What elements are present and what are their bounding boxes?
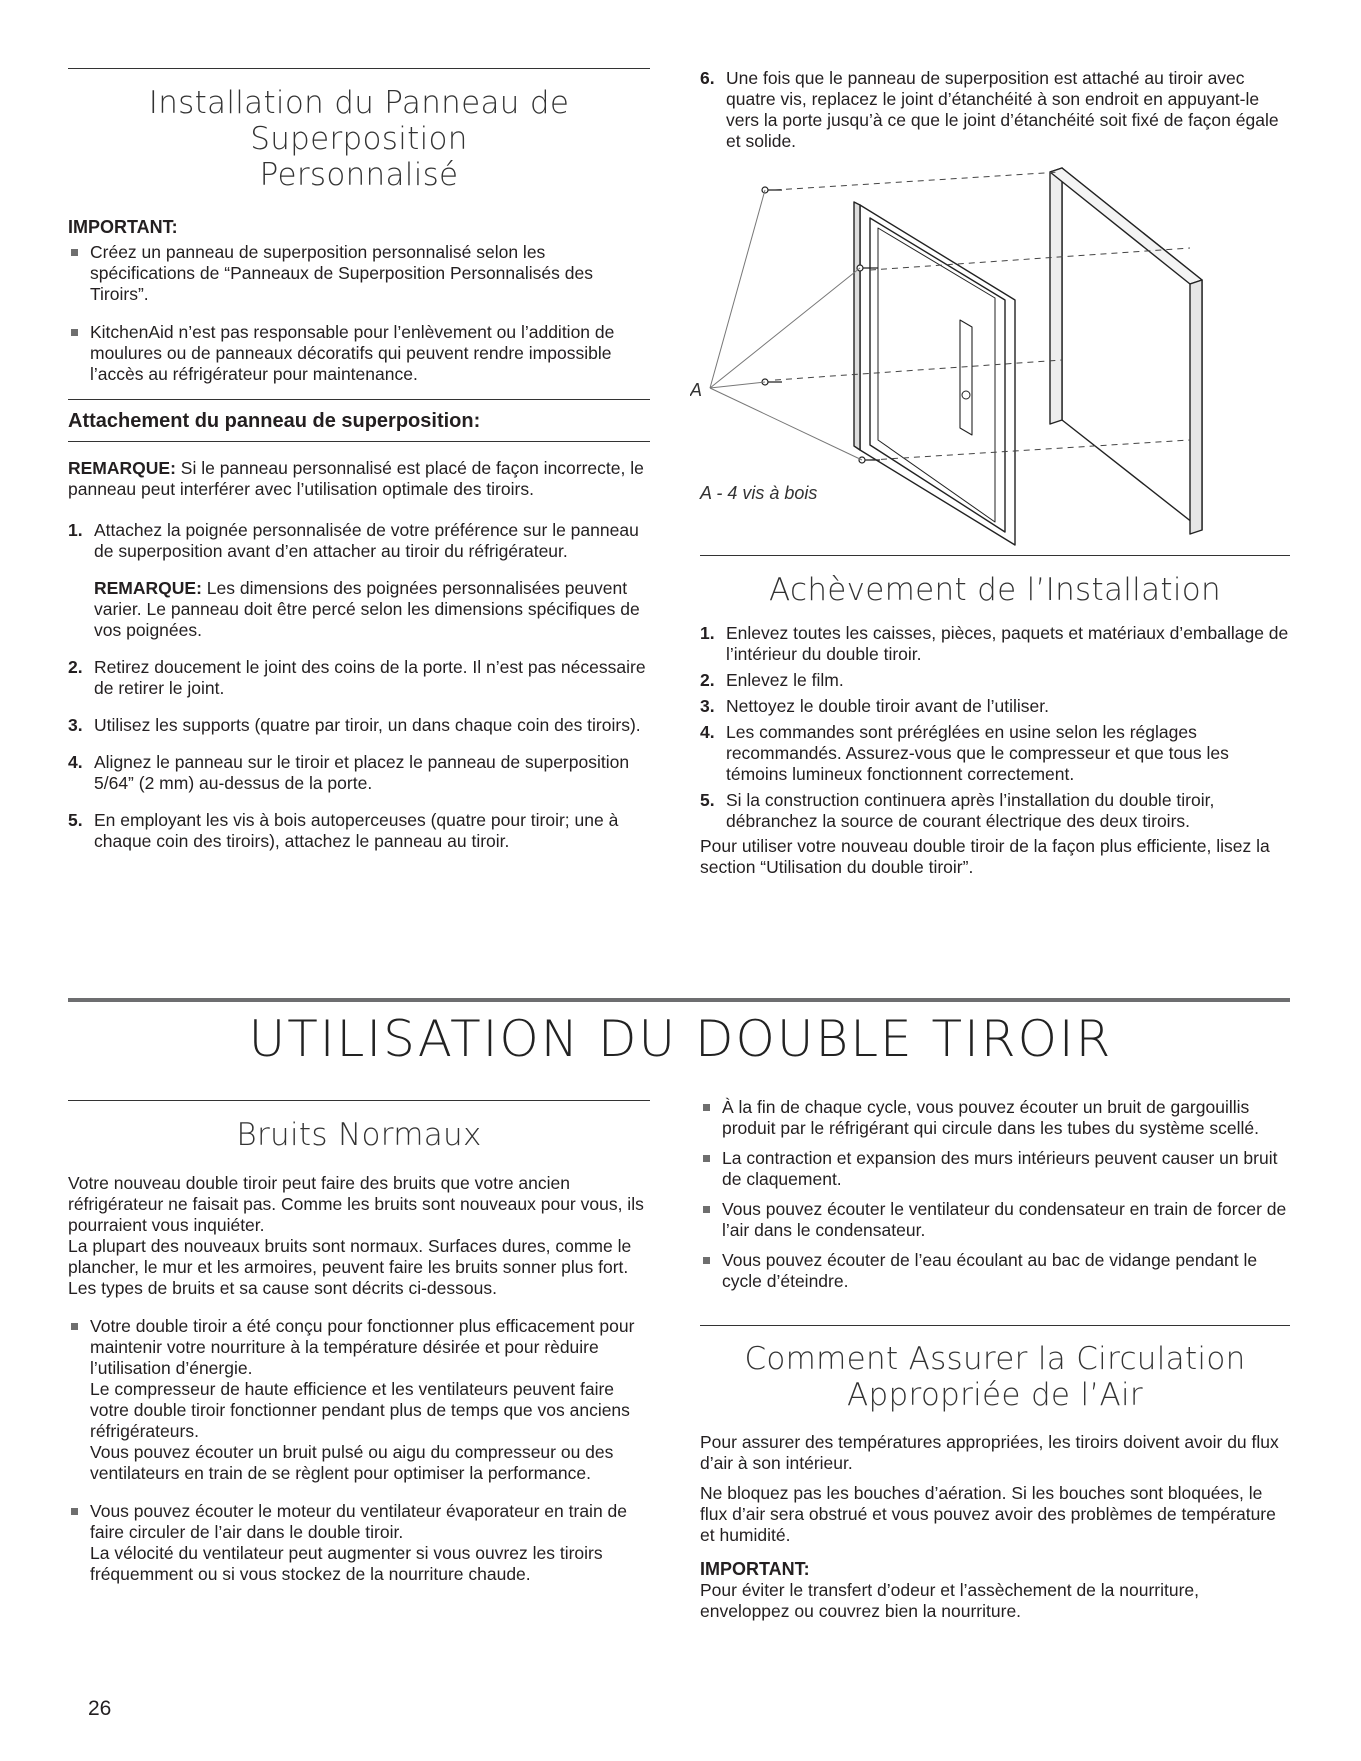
- list-item-line: Votre double tiroir a été conçu pour fonctionner plus efficacement pour maintenir votre nourriture à la température désirée et pour rèduire l’utilisation d’énergie.: [90, 1316, 635, 1378]
- step-text: En employant les vis à bois autoperceuses (quatre pour tiroir; une à chaque coin des tiroirs), attachez le panneau au tiroir.: [94, 810, 619, 851]
- list-item-line: Le compresseur de haute efficience et les ventilateurs peuvent faire votre double tiroir fonctionner pendant plus de temps que vos anciens réfrigérateurs.: [90, 1379, 630, 1441]
- step-text: Enlevez le film.: [726, 670, 844, 690]
- custom-panel-side-edge: [1190, 280, 1202, 534]
- alignment-line: [775, 172, 1060, 190]
- step-text: Une fois que le panneau de superposition est attaché au tiroir avec quatre vis, replacez le joint d’étanchéité à son endroit en appuyant-le vers la porte jusqu’à ce que le joint d’étanchéité soit fixé de façon égale et solide.: [726, 68, 1279, 151]
- list-item: [700, 1250, 1290, 1292]
- remark-label: REMARQUE:: [68, 458, 176, 478]
- bruits-list: [68, 1316, 650, 1585]
- custom-panel-edge: [1050, 168, 1062, 424]
- section-title-bruits: Bruits Normaux: [236, 1117, 482, 1153]
- important-text: Pour éviter le transfert d’odeur et l’assèchement de la nourriture, enveloppez ou couvrez bien la nourriture.: [700, 1580, 1200, 1621]
- bruits-paragraph-1: Votre nouveau double tiroir peut faire des bruits que votre ancien réfrigérateur ne faisait pas. Comme les bruits sont nouveaux pour vous, ils pourraient vous inquiéter.: [68, 1173, 644, 1235]
- drawer-side: [854, 202, 860, 450]
- list-item: [68, 1501, 650, 1585]
- step-item: [700, 696, 1290, 717]
- step-item: [68, 752, 650, 794]
- step-number: 6.: [700, 68, 715, 88]
- step-item: [68, 520, 650, 641]
- list-item: [68, 242, 650, 305]
- step-number: 4.: [68, 752, 83, 772]
- bullet-square-icon: [703, 1206, 710, 1213]
- step-item: [68, 715, 650, 736]
- bullet-square-icon: [71, 249, 78, 256]
- section-rule: [68, 1100, 650, 1101]
- step-text: Enlevez toutes les caisses, pièces, paquets et matériaux d’emballage de l’intérieur du double tiroir.: [726, 623, 1289, 664]
- step-number: 2.: [700, 670, 715, 690]
- step-item: [68, 810, 650, 852]
- list-item: [68, 1316, 650, 1484]
- step-remark-label: REMARQUE:: [94, 578, 202, 598]
- list-item-text: Vous pouvez écouter de l’eau écoulant au bac de vidange pendant le cycle d’éteindre.: [722, 1250, 1258, 1291]
- step-text: Attachez la poignée personnalisée de votre préférence sur le panneau de superposition avant d’en attacher au tiroir du réfrigérateur.: [94, 520, 639, 561]
- list-item: [700, 1199, 1290, 1241]
- subsection-rule: [68, 441, 650, 442]
- section-rule: [68, 68, 650, 69]
- important-label: IMPORTANT:: [68, 217, 178, 237]
- section-title-line-2: Appropriée de l’Air: [847, 1377, 1143, 1413]
- right-top-column-lower: [700, 555, 1290, 878]
- bruits-list-continued: [700, 1097, 1290, 1292]
- step-text: Alignez le panneau sur le tiroir et placez le panneau de superposition 5/64” (2 mm) au-dessus de la porte.: [94, 752, 630, 793]
- step-text: Les commandes sont préréglées en usine selon les réglages recommandés. Assurez-vous que le compresseur et que tous les témoins lumineux fonctionnent correctement.: [726, 722, 1229, 784]
- section-rule: [700, 1325, 1290, 1326]
- step-remark-text: Les dimensions des poignées personnalisées peuvent varier. Le panneau doit être percé selon les dimensions spécifiques de vos poignées.: [94, 578, 640, 640]
- main-divider: [68, 998, 1290, 1002]
- step6-list: [700, 68, 1290, 152]
- step-number: 3.: [68, 715, 83, 735]
- step-item: [700, 68, 1290, 152]
- circulation-paragraph-2: Ne bloquez pas les bouches d’aération. Si les bouches sont bloquées, le flux d’air sera obstrué et vous pouvez avoir des problèmes de température et humidité.: [700, 1483, 1276, 1545]
- leader-line: [710, 268, 860, 388]
- right-top-column: [700, 68, 1290, 152]
- step-text: Utilisez les supports (quatre par tiroir, un dans chaque coin des tiroirs).: [94, 715, 641, 735]
- remark-paragraph: [68, 458, 650, 500]
- list-item-text: À la fin de chaque cycle, vous pouvez écouter un bruit de gargouillis produit par le réfrigérant qui circule dans les tubes du système scellé.: [722, 1097, 1259, 1138]
- main-title: UTILISATION DU DOUBLE TIROIR: [248, 1010, 1113, 1068]
- figure-label-a: A: [690, 380, 703, 400]
- section-title-line-2: Personnalisé: [259, 157, 459, 193]
- step-remark: [94, 578, 650, 641]
- step-text: Retirez doucement le joint des coins de la porte. Il n’est pas nécessaire de retirer le joint.: [94, 657, 646, 698]
- step-number: 3.: [700, 696, 715, 716]
- list-item-line: La vélocité du ventilateur peut augmenter si vous ouvrez les tiroirs fréquemment ou si vous stockez de la nourriture chaude.: [90, 1543, 603, 1584]
- step-number: 4.: [700, 722, 715, 742]
- subsection-heading: Attachement du panneau de superposition:: [68, 410, 481, 432]
- bullet-square-icon: [703, 1104, 710, 1111]
- important-label: IMPORTANT:: [700, 1559, 810, 1579]
- list-item-text: Créez un panneau de superposition personnalisé selon les spécifications de “Panneaux de Superposition Personnalisés des Tiroirs”.: [90, 242, 593, 304]
- leader-line: [710, 382, 765, 388]
- circulation-paragraph-1: Pour assurer des températures appropriées, les tiroirs doivent avoir du flux d’air à son intérieur.: [700, 1432, 1279, 1473]
- page-number: 26: [88, 1697, 112, 1720]
- list-item: [700, 1097, 1290, 1139]
- step-text: Nettoyez le double tiroir avant de l’utiliser.: [726, 696, 1049, 716]
- section-title-circulation: [700, 1341, 1290, 1413]
- bullet-square-icon: [71, 1508, 78, 1515]
- custom-panel-face: [1062, 168, 1202, 530]
- step-number: 1.: [68, 520, 83, 540]
- leader-line: [710, 190, 765, 388]
- step-item: [700, 623, 1290, 665]
- list-item-line: Vous pouvez écouter un bruit pulsé ou aigu du compresseur ou des ventilateurs en train de se règlent pour optimiser la performance.: [90, 1442, 614, 1483]
- list-item-text: Vous pouvez écouter le ventilateur du condensateur en train de forcer de l’air dans le condensateur.: [722, 1199, 1287, 1240]
- section-title-line-1: Installation du Panneau de Superposition: [148, 85, 570, 157]
- list-item: [700, 1148, 1290, 1190]
- closing-paragraph: Pour utiliser votre nouveau double tiroir de la façon plus efficiente, lisez la section “Utilisation du double tiroir”.: [700, 836, 1270, 877]
- achevement-steps-list: [700, 623, 1290, 832]
- step-number: 5.: [700, 790, 715, 810]
- step-item: [68, 657, 650, 699]
- important-list: [68, 242, 650, 385]
- step-number: 5.: [68, 810, 83, 830]
- remark-text: Si le panneau personnalisé est placé de façon incorrecte, le panneau peut interférer avec l’utilisation optimale des tiroirs.: [68, 458, 644, 499]
- step-item: [700, 790, 1290, 832]
- step-item: [700, 670, 1290, 691]
- list-item: [68, 322, 650, 385]
- section-title-achevement: Achèvement de l’Installation: [769, 572, 1221, 608]
- leader-line: [710, 388, 862, 460]
- left-bottom-column: [68, 1100, 650, 1585]
- step-item: [700, 722, 1290, 785]
- attach-steps-list: [68, 520, 650, 852]
- bruits-paragraph-2: La plupart des nouveaux bruits sont normaux. Surfaces dures, comme le plancher, le mur et les armoires, peuvent faire les bruits sonner plus fort. Les types de bruits et sa cause sont décrits ci-dessous.: [68, 1236, 632, 1298]
- step-number: 2.: [68, 657, 83, 677]
- bullet-square-icon: [703, 1257, 710, 1264]
- right-bottom-column: [700, 1097, 1290, 1622]
- bullet-square-icon: [703, 1155, 710, 1162]
- step-text: Si la construction continuera après l’installation du double tiroir, débranchez la source de courant électrique des deux tiroirs.: [726, 790, 1215, 831]
- bullet-square-icon: [71, 1323, 78, 1330]
- figure-caption: A - 4 vis à bois: [700, 483, 818, 503]
- section-title-line-1: Comment Assurer la Circulation: [744, 1341, 1246, 1377]
- left-top-column: [68, 68, 650, 852]
- section-rule: [700, 555, 1290, 556]
- list-item-line: Vous pouvez écouter le moteur du ventilateur évaporateur en train de faire circuler de l’air dans le double tiroir.: [90, 1501, 628, 1542]
- list-item-text: KitchenAid n’est pas responsable pour l’enlèvement ou l’addition de moulures ou de panneaux décoratifs qui peuvent rendre impossible l’accès au réfrigérateur pour maintenance.: [90, 322, 615, 384]
- section-title-installation: [68, 85, 650, 193]
- step-number: 1.: [700, 623, 715, 643]
- drawer-front-outline: [860, 205, 1015, 545]
- bullet-square-icon: [71, 329, 78, 336]
- list-item-text: La contraction et expansion des murs intérieurs peuvent causer un bruit de claquement.: [722, 1148, 1278, 1189]
